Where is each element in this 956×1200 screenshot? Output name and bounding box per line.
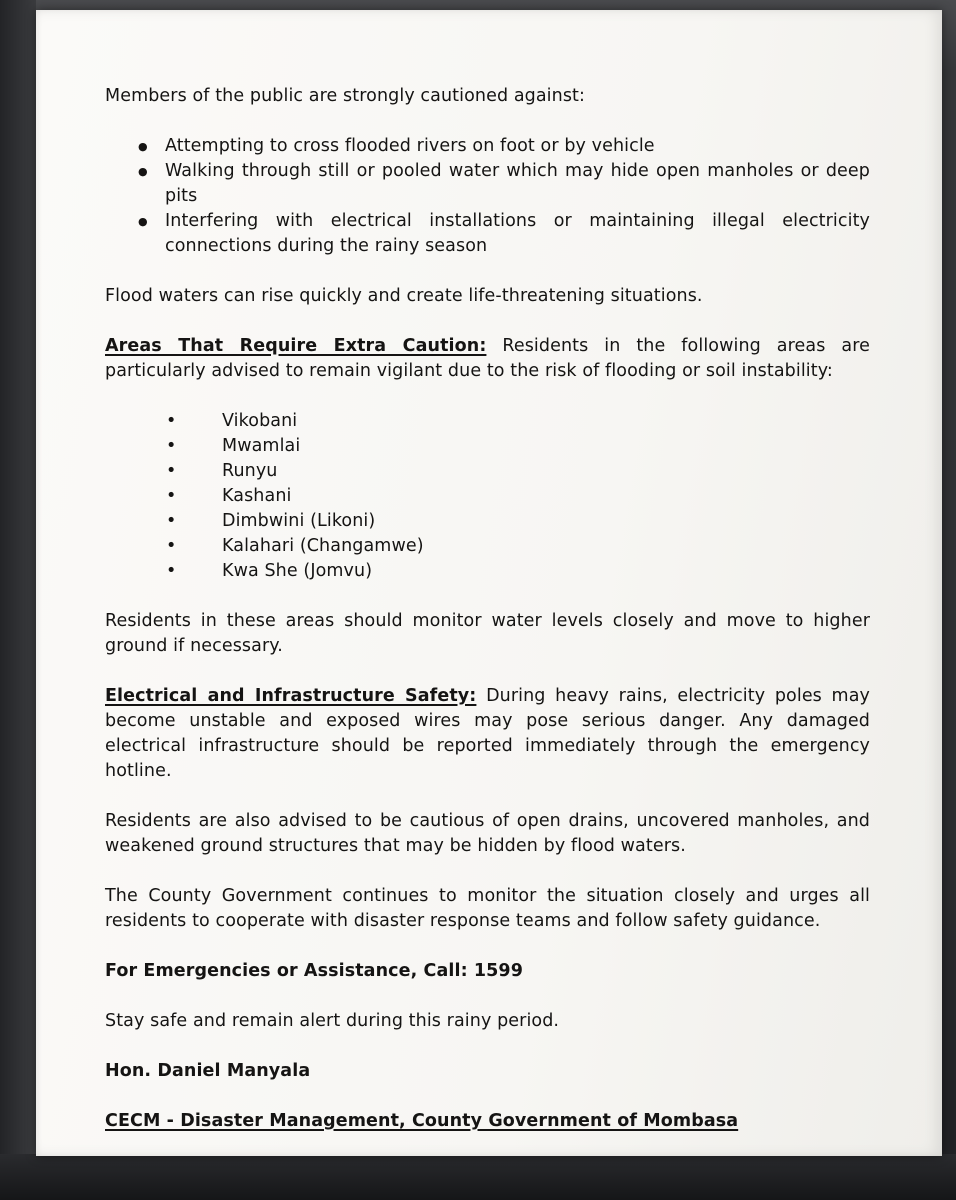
document-page	[36, 10, 942, 1156]
area-item: • Kwa She (Jomvu)	[105, 559, 870, 584]
intro-paragraph: Members of the public are strongly cautioned against:	[105, 86, 586, 106]
scan-shadow-left	[0, 0, 36, 1200]
monitor-note-paragraph: Residents in these areas should monitor water levels closely and move to higher ground if necessary.	[105, 611, 870, 656]
area-item: • Mwamlai	[105, 434, 870, 459]
county-note-paragraph: The County Government continues to monitor the situation closely and urges all residents to cooperate with disaster response teams and follow safety guidance.	[105, 886, 870, 931]
drains-note-paragraph: Residents are also advised to be cautious of open drains, uncovered manholes, and weakened ground structures that may be hidden by flood waters.	[105, 811, 870, 856]
closing-line: Stay safe and remain alert during this rainy period.	[105, 1011, 560, 1031]
scan-shadow-bottom	[0, 1154, 956, 1200]
areas-bullet-list	[105, 409, 870, 584]
signature-name: Hon. Daniel Manyala	[105, 1061, 311, 1081]
caution-bullet-item: ● Attempting to cross flooded rivers on foot or by vehicle	[105, 134, 870, 159]
signature-block	[105, 1059, 870, 1134]
caution-bullet-item: ● Walking through still or pooled water which may hide open manholes or deep pits	[105, 159, 870, 209]
areas-text: Residents in the following areas are particularly advised to remain vigilant due to the risk of flooding or soil instability:	[105, 336, 870, 381]
areas-heading: Areas That Require Extra Caution:	[105, 336, 487, 356]
area-item: • Kashani	[105, 484, 870, 509]
electrical-safety-paragraph	[105, 684, 870, 784]
signature-title: CECM - Disaster Management, County Government of Mombasa	[105, 1111, 739, 1131]
area-item: • Runyu	[105, 459, 870, 484]
flood-note-paragraph: Flood waters can rise quickly and create life-threatening situations.	[105, 286, 703, 306]
electrical-heading: Electrical and Infrastructure Safety:	[105, 686, 477, 706]
area-item: • Dimbwini (Likoni)	[105, 509, 870, 534]
areas-caution-paragraph	[105, 334, 870, 384]
area-item: • Vikobani	[105, 409, 870, 434]
document-body	[105, 84, 870, 1159]
caution-bullet-item: ● Interfering with electrical installations or maintaining illegal electricity connections during the rainy season	[105, 209, 870, 259]
caution-bullet-list	[105, 134, 870, 259]
emergency-call-line: For Emergencies or Assistance, Call: 1599	[105, 961, 523, 981]
electrical-text: During heavy rains, electricity poles may become unstable and exposed wires may pose serious danger. Any damaged electrical infrastructure should be reported immediately through the emergency hotline.	[105, 686, 870, 781]
area-item: • Kalahari (Changamwe)	[105, 534, 870, 559]
